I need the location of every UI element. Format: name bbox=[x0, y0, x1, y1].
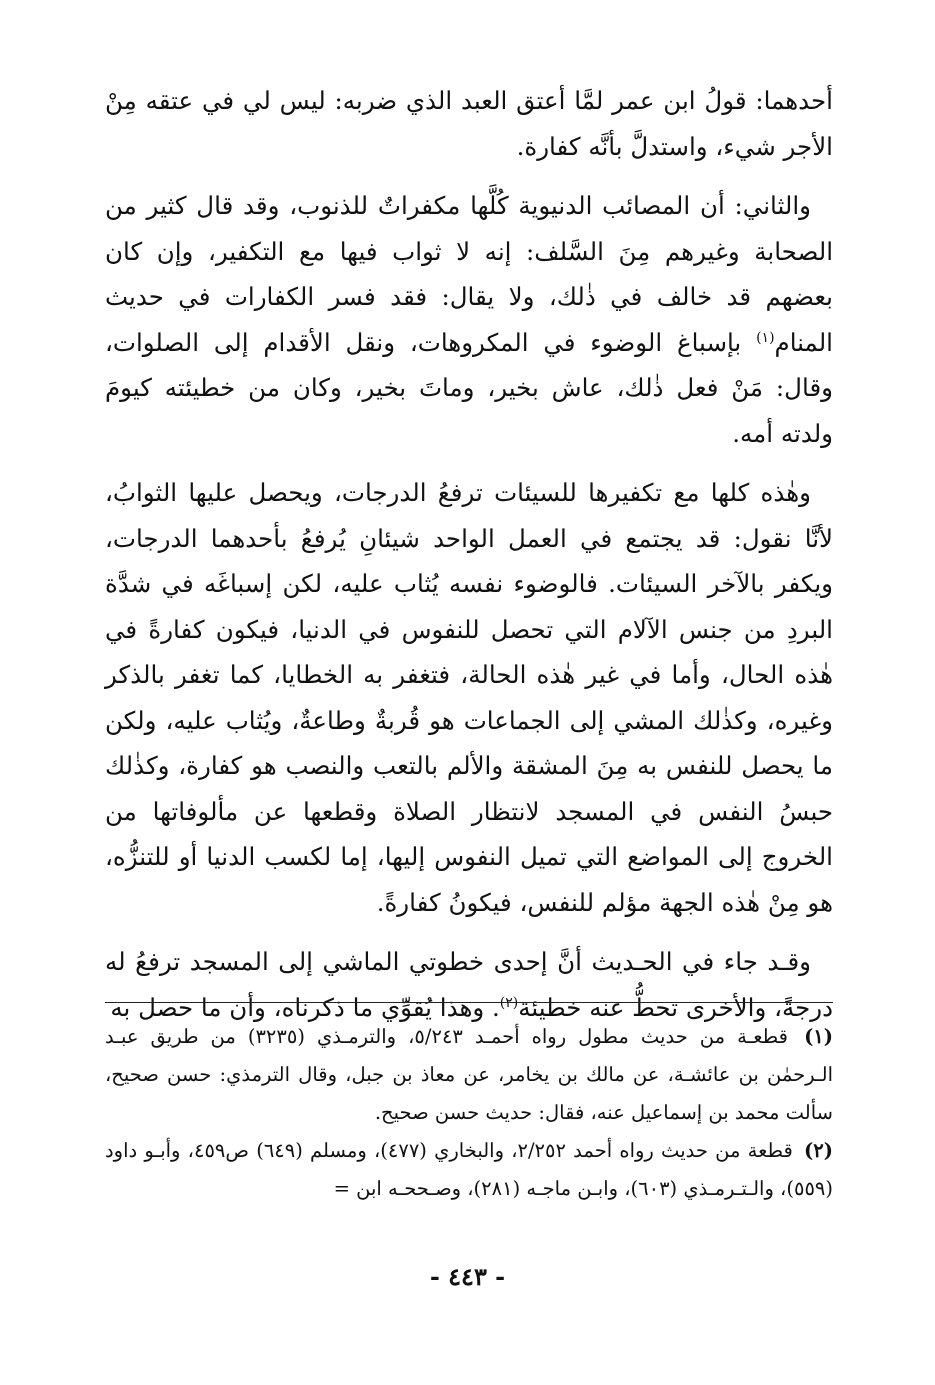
paragraph-3: وهٰذه كلها مع تكفيرها للسيئات ترفعُ الدرجات، ويحصل عليها الثوابُ، لأنَّا نقول: قد يجتمع في العمل الواحد شيئانِ يُرفعُ بأحدهما الدرجات، ويكفر بالآخر السيئات. فالوضوء نفسه يُثاب عليه، لكن إسباغَه في شدَّة البردِ من جنس الآلام التي تحصل للنفوس في الدنيا، فيكون كفارةً في هٰذه الحال، وأما في غير هٰذه الحالة، فتغفر به الخطايا، كما تغفر بالذكر وغيره، وكذٰلك المشي إلى الجماعات هو قُربةٌ وطاعةٌ، ويُثاب عليه، ولكن ما يحصل للنفس به مِنَ المشقة والألم بالتعب والنصب هو كفارة، وكذٰلك حبسُ النفس في المسجد لانتظار الصلاة وقطعها عن مألوفاتها من الخروج إلى المواضع التي تميل النفوس إليها، إما لكسب الدنيا أو للتنزُّه، هو مِنْ هٰذه الجهة مؤلم للنفس، فيكونُ كفارةً. bbox=[105, 478, 833, 917]
footnote-number: (١) bbox=[804, 1025, 834, 1048]
footnote-marker-2: (٢) bbox=[499, 994, 519, 1011]
footnote-2 bbox=[105, 1132, 833, 1208]
footnote-text: قطعـة من حديث مطول رواه أحمـد ٥/٢٤٣، والترمـذي (٣٢٣٥) من طريق عبـد الـرحمٰن بن عائشـة، عن مالك بن يخامر، عن معاذ بن جبل، وقال الترمذي: حسن صحيح، سألت محمد بن إسماعيل عنه، فقال: حديث حسن صحيح. bbox=[105, 1025, 833, 1124]
footnote-1 bbox=[105, 1018, 833, 1132]
main-text bbox=[105, 78, 833, 1030]
page-number: - ٤٤٣ - bbox=[429, 1262, 506, 1291]
footnote-marker-1: (١) bbox=[756, 329, 775, 346]
footnote-separator bbox=[105, 1002, 833, 1003]
footnote-number: (٢) bbox=[804, 1139, 833, 1162]
footnotes bbox=[105, 1018, 833, 1208]
paragraph-4: وقـد جاء في الحـديث أنَّ إحدى خطوتي الماشي إلى المسجد ترفعُ له درجةً، والأخرى تحطُّ عنه خطيئة$^{(٢)}$. وهذا يُقوِّي ما ذكرناه، وأن ما حصل به bbox=[105, 947, 833, 1022]
paragraph-2: والثاني: أن المصائب الدنيوية كُلَّها مكفراتٌ للذنوب، وقد قال كثير من الصحابة وغيرهم مِنَ السَّلف: إنه لا ثواب فيها مع التكفير، وإن كان بعضهم قد خالف في ذٰلك، ولا يقال: فقد فسر الكفارات في حديث المنام$^{(١)}$ بإسباغ الوضوء في المكروهات، ونقل الأقدام إلى الصلوات، وقال: مَنْ فعل ذٰلك، عاش بخير، وماتَ بخير، وكان من خطيئته كيومَ ولدته أمه. bbox=[105, 191, 833, 448]
footnote-text: قطعة من حديث رواه أحمد ٢/٢٥٢، والبخاري (٤٧٧)، ومسلم (٦٤٩) ص٤٥٩، وأبـو داود (٥٥٩)، والـتـرمـذي (٦٠٣)، وابـن ماجـه (٢٨١)، وصـححـه ابن = bbox=[105, 1139, 833, 1200]
paragraph-1: أحدهما: قولُ ابن عمر لمَّا أعتق العبد الذي ضربه: ليس لي في عتقه مِنْ الأجر شيء، واستدلَّ بأنَّه كفارة. bbox=[105, 86, 833, 161]
